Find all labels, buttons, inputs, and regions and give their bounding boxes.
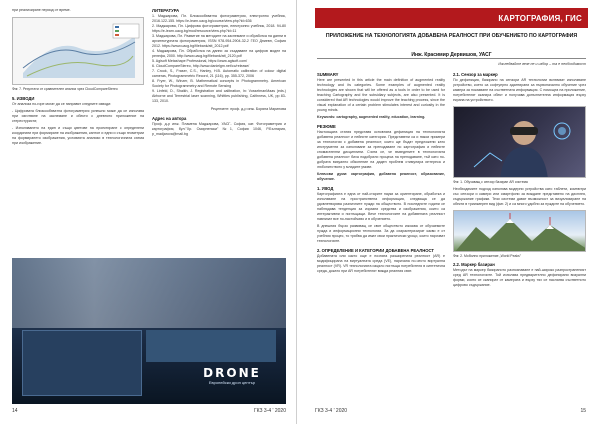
section-2-1-heading: 2.1. Сензор за маркер (453, 72, 498, 77)
section-2-text: Добавената или както още е позната разширената реалност (AR) е модифицирана на виртуалната среда (VE), наричана по-често виртуална реалност (VR). VR технологията изцяло поглъща потребителя в синтетична среда, докато при AR потребителят вижда реалния свят. (317, 254, 445, 273)
reference-item: 7. Crook, S., Fraser, C.S., Hanley, H.B. Automatic calibration of colour digital cameras, Photogrammetric Record, 21 (116), pp. 355-372, 2006 (152, 69, 286, 78)
article-subline: Изследвайте вече не и избор – та е необходимост (498, 62, 586, 66)
address-heading: Адрес на автора (152, 116, 187, 121)
intro-text-2: В днешния бързо развиващ се свят обществото изисква от обучаемите нужда и информационни технологии. За да охарактеризират какво е от учебния процес, то трябва да имат свои практически уроци, които нарочват технологиите. (317, 224, 445, 243)
top-line: при реализиране период от време. (12, 8, 71, 12)
journal-footer-left: ГКЗ 3-4 ' 2020 (253, 408, 286, 414)
drone-logo-sub: Европейски дрон център (208, 380, 256, 385)
reference-item: 2. Маджарова, Пл. Цифрова фотограметрия, електронно учебник, 2018. 94-80 https://e-learn.uacg.bg/mod/resource/view.php?id=11 (152, 24, 286, 33)
page-number-right: 15 (580, 408, 586, 414)
reference-item: 8. Fryer, W., Winzer, B. Mathematical concepts in Photogrammetry. American Society for Photogrammetry and Remote Sensing (152, 79, 286, 88)
reference-item: 9. Linfeld, D., Shaikh, J. Registration and calibration, In: VosselmanMaas (eds.) Airborne and Terrestrial laser scanning, Whittles publishing, Caithness, UK, pp 83-133, 2010. (152, 89, 286, 103)
section-2-heading: 2. ОПРЕДЕЛЕНИЕ И КАТЕГОРИИ ДОБАВЕНА РЕАЛНОСТ (317, 248, 434, 253)
drone-logo (188, 366, 276, 385)
title-rule (317, 58, 586, 59)
author-address: Проф. д-р инж. Пламена Маджарова, УАСГ- София, кат. Фотограметрия и картография, бул."Хр. Смирненски" №1, София 1046, Р.България, p_madjarova@mail.bg (152, 122, 286, 136)
drone-ad (12, 258, 286, 404)
section-2-2-heading: 2.2. Маркер базиран (453, 262, 495, 268)
drone-logo-text: DRONE (203, 366, 261, 380)
page-number-left: 14 (12, 408, 18, 414)
ad-photo-right-top (146, 330, 276, 362)
figure-7-caption: Фиг. 7. Резултати от сравнителен анализ чрез CloudCompareStereo (12, 87, 118, 91)
figure-1-image (453, 106, 586, 178)
conclusions-paragraph-2: - Цифровата близкообхватна фотограметрия успешно може да се използва при изготвяне на заснемане и обекти с дневното приложение на стереотуристи; (12, 108, 144, 123)
summary-heading: SUMMARY (317, 72, 339, 77)
rezume-text: Настоящата статия представя основната дефиниция на технологията добавена реалност и нейните категории. Представени са и някои примери за технологии с добавена реалност, които ще бъдат предложени като инструменти за използване за преподаване по картография и нейните спомагателни дисциплини. Счита се, че въведените в технологията добавена реалност биха подобрили процеса на преподаване, тъй като по-добрата визуално обяснение на даден проблем стимулира интереса и любопитството у младите умове. (317, 130, 445, 169)
reference-list (152, 14, 286, 104)
reviewer-line: Рецензент: проф. д-р инж. Боряна Маринова (210, 107, 286, 111)
section-2-1-text: По дефиниция, базирано на сензори AR технологии включват използване устройство, което са софтуерно адаптирани за първоначално обучение чрез камера за показване на съответната информация. С помощта на приложение, потребителят сканира обект и получава допълнителна информация върху екрана на устройството. (453, 78, 586, 102)
conclusions-heading: 5. ИЗВОДИ (12, 95, 35, 101)
rezume-heading: РЕЗЮМЕ (317, 124, 336, 129)
right-page (303, 0, 600, 424)
keywords-en: Keywords: cartography, augmented reality, education, learning. (317, 115, 426, 119)
article-title: ПРИЛОЖЕНИЕ НА ТЕХНОЛОГИЯТА ДОБАВЕНА РЕАЛНОСТ ПРИ ОБУЧЕНИЕТО ПО КАРТОГРАФИЯ (325, 33, 578, 39)
mountain-peaks-icon (454, 211, 586, 252)
figure-2-image (453, 210, 586, 252)
figure-7-image (12, 17, 144, 85)
point-cloud-comparison-icon (13, 18, 144, 85)
ar-headset-person-icon (454, 107, 586, 178)
reference-item: 4. Маджарова, Пл. Обработка на данни за създаване на цифров модел на релефа, 2000. http://www.uacg.bg/filebank/att_2120.pdf (152, 49, 286, 58)
right-column-a (317, 72, 445, 274)
conclusions-paragraph-3: - Използването на един и същи цветове на проектиране с определени координати при формиране на изображения, кантон и едни и същи геометрии на формирането изображения, условията анализи в технологичната схема при изображение. (12, 125, 144, 145)
literature-heading: ЛИТЕРАТУРА (152, 8, 180, 13)
left-page (0, 0, 297, 424)
figure-1-caption: Фиг. 1. Обучаващ с сензор базиран AR система (453, 180, 528, 184)
reference-item: 1. Маджарова, Пл. Близкообхватна фотограметрия, електронно учебник, 2016.122-155. https://e-learn.uacg.bg/course/view.php?id=636 (152, 14, 286, 23)
right-column-b (453, 72, 586, 288)
intro-heading: 1. УВОД (317, 186, 334, 191)
ad-crowd-photo (12, 258, 286, 328)
conclusions-paragraph-1: От анализа по-горе могат да се направят следните изводи: (12, 101, 112, 106)
figure-2-caption: Фиг. 2. Мобилно приложение „World Peaks” (453, 253, 521, 258)
section-2-1-text-b: Необходимите подход използва модерни устройства като таблети, компютри със сензори и камери или смартфони за виждане представено на дисплея, съдържание графики. Тези системи дават възможност за визуализиране на обекти в триизмерен вид (фиг. 2) и са много удобни за нуждите на обучението. (453, 186, 586, 206)
keywords-bg: Ключови думи: картография, добавена реалност, образование, обучение. (317, 172, 445, 181)
journal-footer-right: ГКЗ 3-4 ' 2020 (315, 408, 348, 414)
summary-text: Here are presented in this article the main definition of augmented reality technology and its categories. Some examples of augmented reality technologies are shown that will be offered as a tools in order to be used for teaching Cartography and the subsidiary subjects, are also presented. It is considered that AR technologies would improve the teaching process, since the visual explanation of a certain problem stimulates interest and curiosity in the young minds. (317, 78, 445, 112)
section-band: КАРТОГРАФИЯ, ГИС (315, 8, 588, 28)
left-column-b (152, 8, 286, 137)
reference-item: 3. Маджарова, Пл. Развитие на методите на заснемане и обработка на данни в архитектурната фотограметрия, ISSN 978-954-2904-32-2 ГЕО Дниевн, София 2012. https://www.uacg.bg/filebank/att_2012.pdf (152, 34, 286, 48)
intro-text: Картографията е една от най-старите науки за ориентиране, обработка и използване на пространствена информация, следваща се да удовлетворява различните нужди на обществото. В последните години се наблюдава тенденция за изразни средства и изображения, които са интерактивни и поглъщащи. Вече технологиите на добавената реалност навлизат все по-настойчиво и в обучението. (317, 192, 445, 221)
article-author: Инж. Красимир Дервишов, УАСГ (411, 52, 492, 58)
section-2-2-text: Методът на маркер базираното разпознаване е най-широко разпространеният сред AR технологиите. Той използва предварително дефинирани визуални форми, които се сканират от камерата и върху тях се наслагва съответното цифрово съдържание. (453, 268, 586, 288)
ad-photo-left (22, 330, 142, 396)
reference-item: 6. CloudCompareStereo, http://www.danielgm.net/cc/release/ (152, 64, 250, 68)
reference-item: 5. Agisoft Metashape Professional, https://www.agisoft.com/ (152, 59, 248, 63)
left-column-a (12, 8, 144, 146)
